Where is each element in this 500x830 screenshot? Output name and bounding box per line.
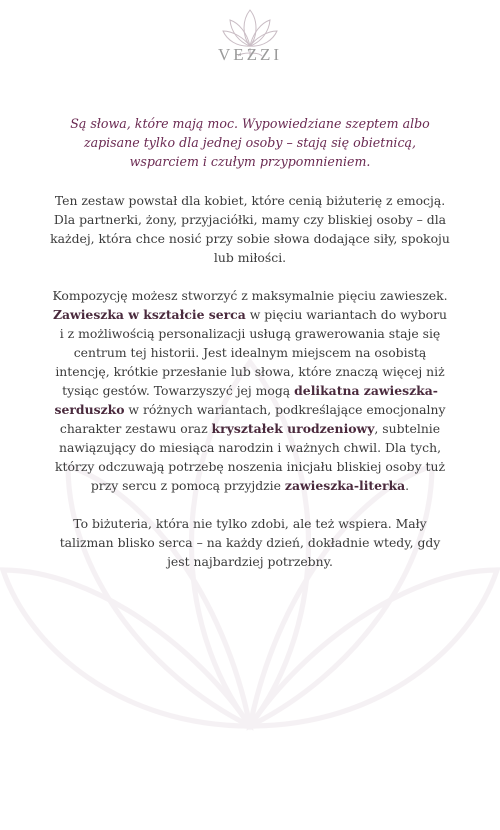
paragraph-composition-text: w różnych wariantach, podkreślające emocjonalny charakter zestawu oraz [59,402,446,436]
letter-charm-highlight: zawieszka-literka [284,478,406,493]
brand-logo [200,6,300,78]
brand-name: VEZZI [217,45,283,64]
small-heart-charm-highlight: delikatna zawieszka-serduszko [54,383,438,417]
paragraph-composition-text: w pięciu wariantach do wyboru i z możliwością personalizacji usługą grawerowania staje się centrum tej historii. Jest idealnym miejscem na osobistą intencję, krótkie przesłanie lub słowa, które znaczą więcej niż tysiąc gestów. Towarzyszyć jej mogą [55,307,447,398]
paragraph-composition-text: Kompozycję możesz stworzyć z maksymalnie pięciu zawieszek. [52,288,448,303]
paragraph-composition-text: . [405,478,410,493]
birthstone-crystal-highlight: kryształek urodzeniowy [211,421,375,436]
paragraph-closing: To biżuteria, która nie tylko zdobi, ale też wspiera. Mały talizman blisko serca – na każdy dzień, dokładnie wtedy, gdy jest najbardziej potrzebny. [59,516,441,569]
paragraph-target-audience: Ten zestaw powstał dla kobiet, które cenią biżuterię z emocją. Dla partnerki, żony, przyjaciółki, mamy czy bliskiej osoby – dla każdej, która chce nosić przy sobie słowa dodające siły, spokoju lub miłości. [50,193,450,265]
intro-text: Są słowa, które mają moc. Wypowiedziane szeptem albo zapisane tylko dla jednej osoby – stają się obietnicą, wsparciem i czułym przypomnieniem. [70,116,430,169]
paragraph-composition [50,286,450,495]
heart-charm-highlight: Zawieszka w kształcie serca [52,307,246,322]
description-content [50,114,450,590]
paragraph-composition-text: , subtelnie nawiązujący do miesiąca narodzin i ważnych chwil. Dla tych, którzy odczuwają potrzebę noszenia inicjału bliskiej osoby tuż przy sercu z pomocą przyjdzie [54,421,446,493]
